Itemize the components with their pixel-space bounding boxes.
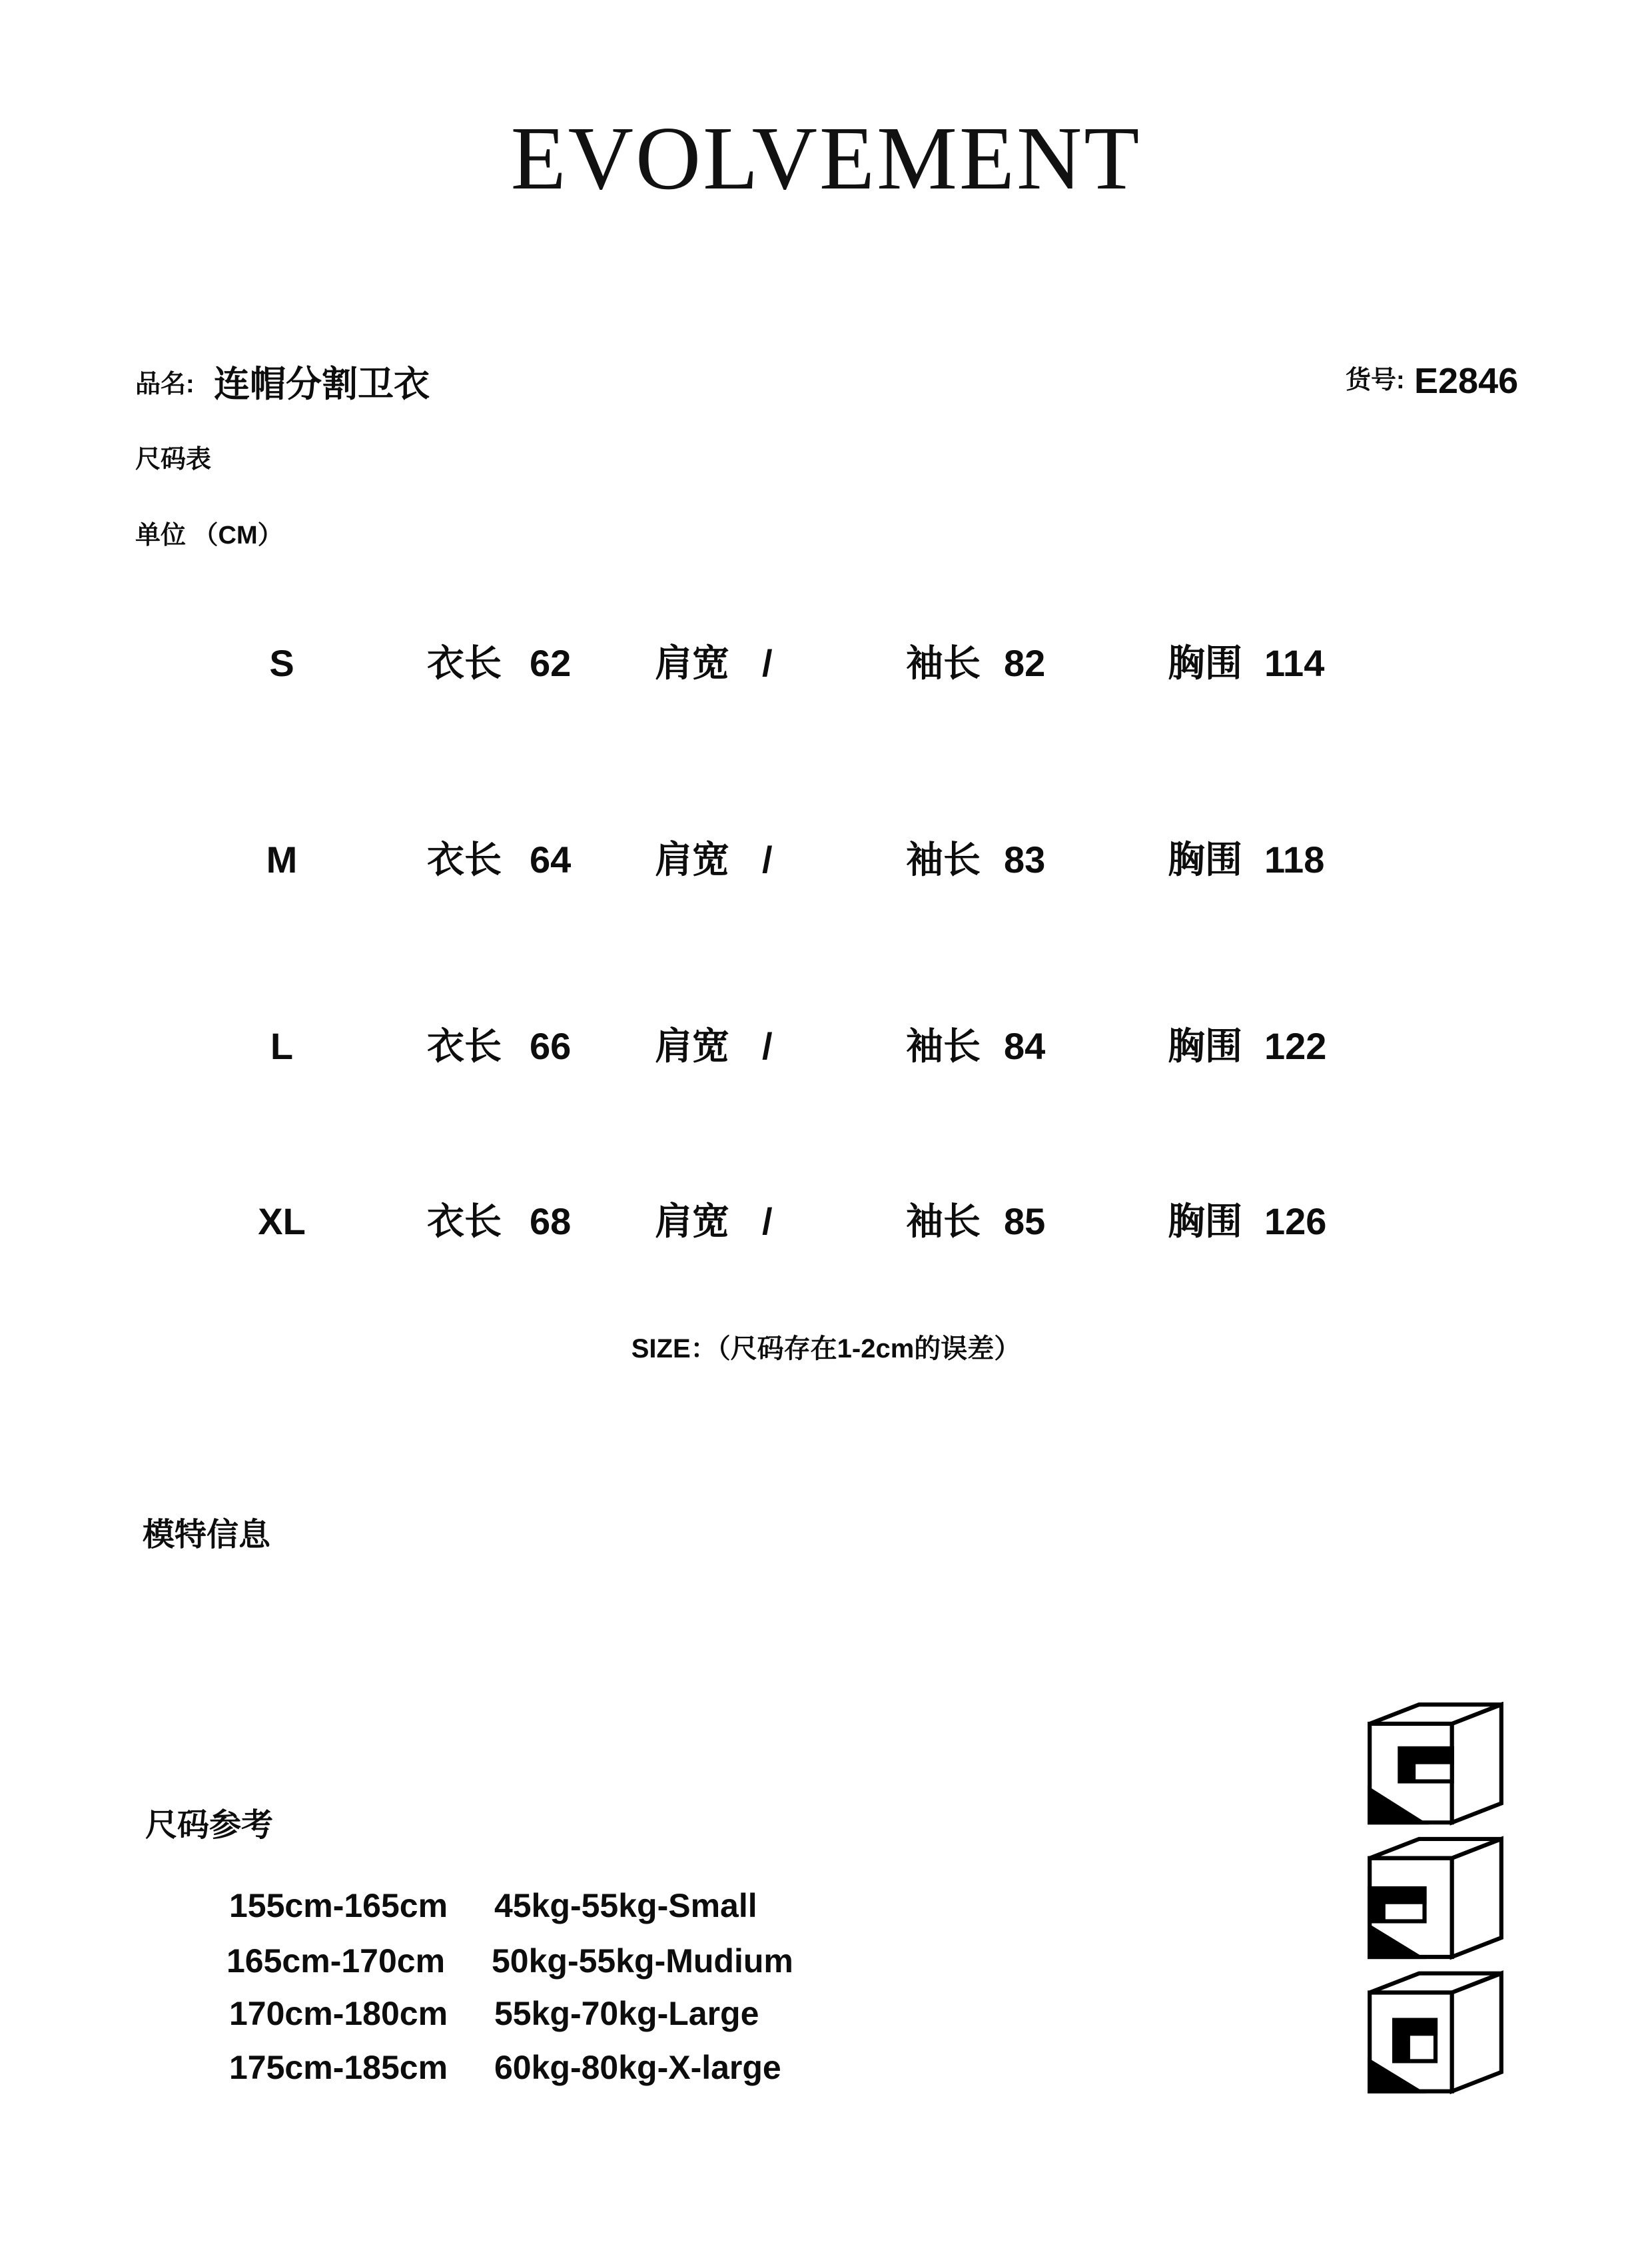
height-range: 155cm-165cm xyxy=(229,1887,448,1924)
sleeve-label: 袖长 xyxy=(906,1200,981,1242)
size-row-s xyxy=(0,642,1652,685)
product-name-label: 品名: xyxy=(135,370,195,398)
shoulder-label: 肩宽 xyxy=(655,839,729,881)
shoulder-label: 肩宽 xyxy=(655,642,729,684)
shoulder-value: / xyxy=(762,839,773,881)
unit-label: 单位 （CM） xyxy=(135,522,283,550)
shoulder-label: 肩宽 xyxy=(655,1025,729,1067)
height-range: 170cm-180cm xyxy=(229,1995,448,2032)
length-label: 衣长 xyxy=(427,1200,502,1242)
chest-value: 126 xyxy=(1264,1200,1327,1242)
length-label: 衣长 xyxy=(427,839,502,881)
sleeve-value: 83 xyxy=(1004,839,1046,881)
sku-value: E2846 xyxy=(1414,361,1519,401)
shoulder-value: / xyxy=(762,642,773,684)
sleeve-value: 85 xyxy=(1004,1200,1046,1242)
shoulder-value: / xyxy=(762,1200,773,1242)
weight-size: 45kg-55kg-Small xyxy=(494,1887,757,1924)
length-value: 62 xyxy=(530,642,572,684)
size-reference-title: 尺码参考 xyxy=(145,1808,274,1843)
sleeve-value: 84 xyxy=(1004,1025,1046,1067)
size-chart-title: 尺码表 xyxy=(135,446,212,474)
logo-block-bottom xyxy=(1370,1974,1501,2091)
size-tolerance-note: SIZE：（尺码存在1-2cm的误差） xyxy=(631,1334,1021,1363)
length-label: 衣长 xyxy=(427,642,502,684)
height-range: 175cm-185cm xyxy=(229,2049,448,2086)
chest-label: 胸围 xyxy=(1168,642,1242,684)
sleeve-label: 袖长 xyxy=(906,839,981,881)
sleeve-label: 袖长 xyxy=(906,1025,981,1067)
sleeve-value: 82 xyxy=(1004,642,1046,684)
brand-title: EVOLVEMENT xyxy=(510,109,1142,208)
weight-size: 60kg-80kg-X-large xyxy=(494,2049,781,2086)
length-value: 64 xyxy=(530,839,572,881)
size-label: S xyxy=(269,642,294,684)
brand-logo-icon xyxy=(1367,1702,1504,2097)
size-row-m xyxy=(0,841,1652,881)
model-info-title: 模特信息 xyxy=(143,1517,271,1553)
chest-label: 胸围 xyxy=(1168,839,1242,881)
length-value: 66 xyxy=(530,1025,572,1067)
shoulder-label: 肩宽 xyxy=(655,1200,729,1242)
length-value: 68 xyxy=(530,1200,572,1242)
logo-block-middle xyxy=(1370,1839,1501,1957)
size-row-xl xyxy=(0,1200,1652,1243)
product-name: 连帽分割卫衣 xyxy=(214,364,430,404)
size-label: XL xyxy=(258,1200,306,1242)
weight-size: 50kg-55kg-Mudium xyxy=(492,1942,793,1980)
shoulder-value: / xyxy=(762,1025,773,1067)
chest-value: 118 xyxy=(1264,839,1325,881)
chest-label: 胸围 xyxy=(1168,1200,1242,1242)
logo-block-top xyxy=(1370,1704,1501,1822)
size-row-l xyxy=(0,1025,1652,1068)
length-label: 衣长 xyxy=(427,1025,502,1067)
size-label: L xyxy=(270,1025,294,1067)
weight-size: 55kg-70kg-Large xyxy=(494,1995,759,2032)
chest-label: 胸围 xyxy=(1168,1025,1242,1067)
height-range: 165cm-170cm xyxy=(226,1942,446,1980)
size-label: M xyxy=(266,839,298,881)
chest-value: 114 xyxy=(1264,642,1325,684)
sleeve-label: 袖长 xyxy=(906,642,981,684)
chest-value: 122 xyxy=(1264,1025,1327,1067)
sku-label: 货号: xyxy=(1346,366,1405,394)
